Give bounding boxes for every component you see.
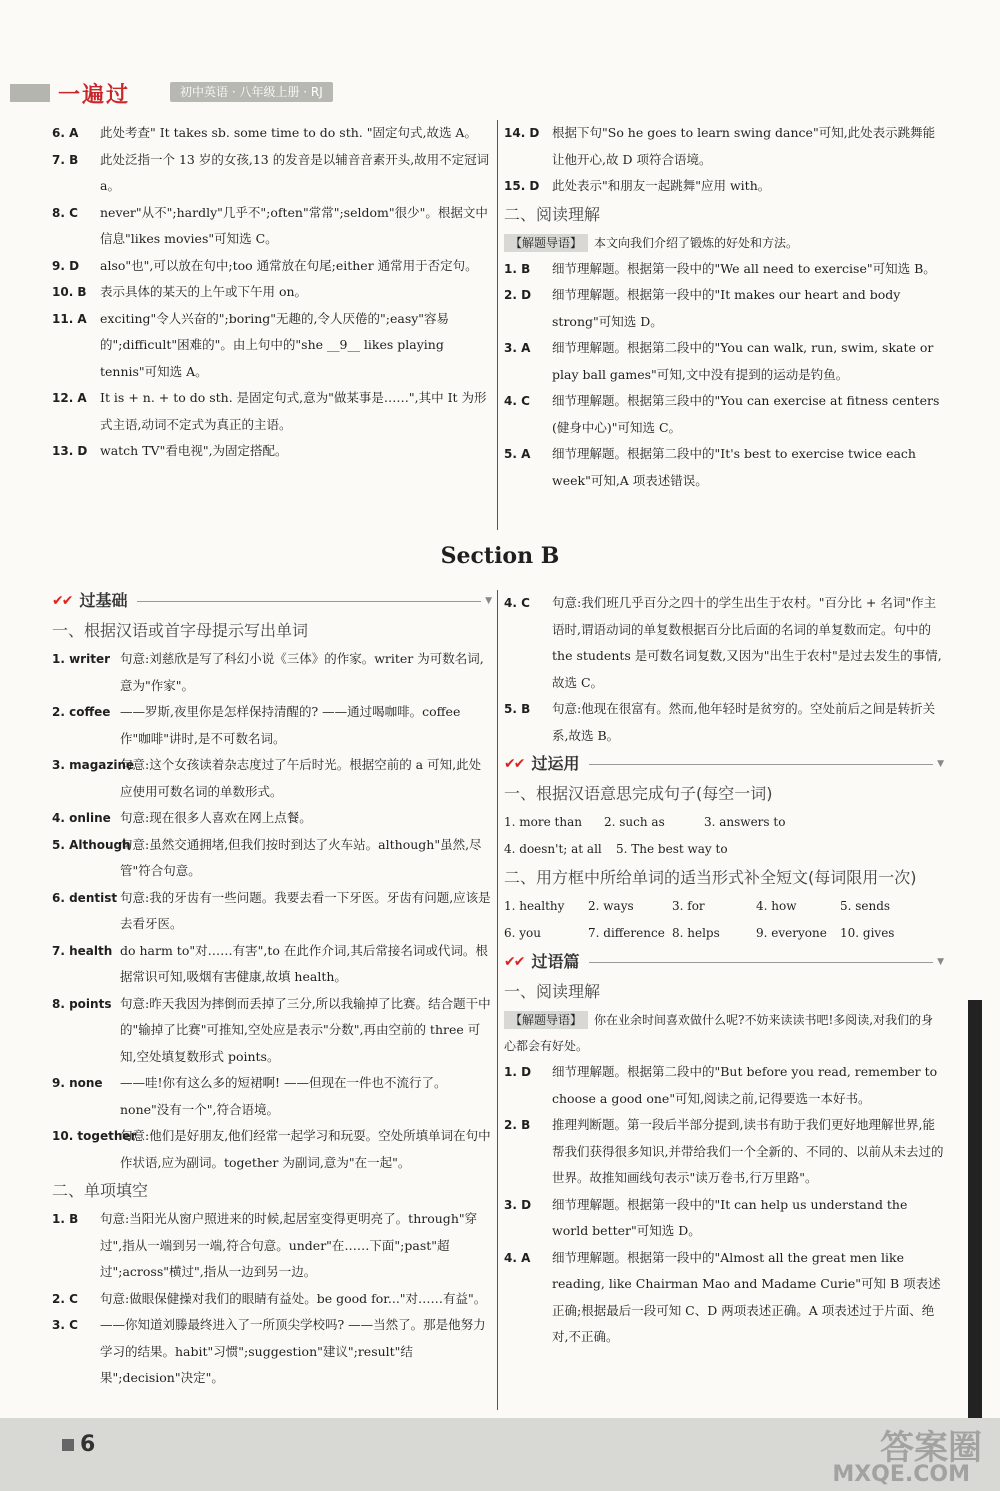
- answer-item: [504, 1245, 944, 1351]
- answer-explanation: 表示具体的某天的上午或下午用 on。: [100, 284, 308, 299]
- answer-word: 7. difference: [588, 926, 665, 940]
- answer-explanation: exciting"令人兴奋的";boring"无趣的,令人厌倦的";easy"容易的";difficult"困难的"。由上句中的"she __9__ likes playing tennis"可知选 A。: [100, 310, 450, 379]
- answer-item: [52, 1312, 492, 1392]
- column-divider: [497, 120, 498, 530]
- page-edge: [968, 1000, 982, 1420]
- answer-explanation: 细节理解题。根据第二段中的"It's best to exercise twice each week"可知,A 项表述错误。: [552, 446, 916, 488]
- answer-row: [504, 809, 944, 836]
- answer-number: 4. C: [504, 394, 530, 408]
- answer-explanation: It is + n. + to do sth. 是固定句式,意为"做某事是……",其中 It 为形式主语,动词不定式为真正的主语。: [100, 390, 487, 432]
- level-mark-icon: ✔✔: [504, 755, 524, 772]
- answer-word: 2. such as: [604, 815, 665, 829]
- answer-item: [52, 1206, 492, 1286]
- answer-word: 8. helps: [672, 926, 720, 940]
- answer-item: [504, 590, 944, 696]
- answer-word: 1. healthy: [504, 899, 565, 913]
- answer-explanation: never"从不";hardly"几乎不";often"常常";seldom"很少"。根据文中信息"likes movies"可知选 C。: [100, 204, 488, 246]
- answer-explanation: 此处表示"和朋友一起跳舞"应用 with。: [552, 178, 771, 193]
- answer-word: 4. how: [756, 899, 797, 913]
- answer-word: 1. more than: [504, 815, 582, 829]
- answer-word: 3. for: [672, 899, 705, 913]
- answer-number: 5. Although: [52, 837, 131, 852]
- answer-item: [52, 1286, 492, 1313]
- answer-row: [504, 836, 944, 863]
- breadcrumb: 初中英语 · 八年级上册 · RJ: [170, 82, 333, 102]
- answer-item: [504, 1112, 944, 1192]
- answer-explanation: 此处泛指一个 13 岁的女孩,13 的发音是以辅音音素开头,故用不定冠词 a。: [100, 151, 490, 193]
- answer-item: [52, 832, 492, 885]
- answer-explanation: 句意:这个女孩读着杂志度过了午后时光。根据空前的 a 可知,此处应使用可数名词的单数形式。: [120, 757, 482, 799]
- answer-item: [504, 335, 944, 388]
- answer-number: 12. A: [52, 391, 87, 405]
- answer-item: [52, 805, 492, 832]
- answer-word: 2. ways: [588, 899, 634, 913]
- answer-number: 14. D: [504, 126, 540, 140]
- subheading-words: 一、根据汉语或首字母提示写出单词: [52, 621, 309, 640]
- bottom-left-column: [52, 586, 492, 1392]
- guide-text: 本文向我们介绍了锻炼的好处和方法。: [594, 235, 799, 250]
- reading-guide-2: [504, 1007, 944, 1059]
- subheading-sentences: 一、根据汉语意思完成句子(每空一词): [504, 784, 773, 803]
- answer-explanation: 推理判断题。第一段后半部分提到,读书有助于我们更好地理解世界,能帮我们获得很多知识,并带给我们一个全新的、不同的、以前从未去过的世界。故推知画线句表示"读万卷书,行万里路"。: [552, 1117, 944, 1185]
- answer-item: [504, 1059, 944, 1112]
- answer-number: 13. D: [52, 444, 88, 458]
- answer-number: 3. magazine: [52, 758, 135, 772]
- watermark: 答案圈: [880, 1428, 982, 1468]
- answer-number: 5. A: [504, 447, 531, 461]
- answer-explanation: watch TV"看电视",为固定搭配。: [100, 443, 288, 458]
- answer-word: 9. everyone: [756, 926, 827, 940]
- answer-number: 8. points: [52, 996, 112, 1011]
- answer-explanation: 句意:他现在很富有。然而,他年轻时是贫穷的。空处前后之间是转折关系,故选 B。: [552, 701, 936, 743]
- answer-explanation: 句意:当阳光从窗户照进来的时候,起居室变得更明亮了。through"穿过",指从一端到另一端,符合句意。under"在……下面";past"超过";across"横过",指从一边到另一边。: [100, 1211, 478, 1279]
- answer-number: 1. D: [504, 1065, 532, 1079]
- answer-number: 11. A: [52, 311, 87, 326]
- answer-item: [52, 200, 492, 253]
- reading-heading: 二、阅读理解: [504, 204, 601, 224]
- answer-item: [52, 147, 492, 200]
- answer-word: 4. doesn't; at all: [504, 842, 602, 856]
- answer-number: 4. A: [504, 1250, 531, 1265]
- answer-number: 3. C: [52, 1318, 78, 1332]
- answer-number: 9. none: [52, 1076, 103, 1090]
- answer-item: [52, 306, 492, 386]
- answer-explanation: 细节理解题。根据第二段中的"But before you read, remember to choose a good one"可知,阅读之前,记得要选一本好书。: [552, 1064, 938, 1106]
- page-header: [0, 78, 1000, 106]
- answer-item: [504, 696, 944, 749]
- reading-guide: [504, 230, 944, 256]
- answer-item: [52, 646, 492, 699]
- answer-number: 10. together: [52, 1129, 137, 1143]
- answer-number: 7. health: [52, 943, 113, 958]
- answer-item: [52, 438, 492, 465]
- answer-explanation: 此处考查" It takes sb. some time to do sth. "固定句式,故选 A。: [100, 125, 477, 140]
- answer-explanation: 细节理解题。根据第一段中的"We all need to exercise"可知选 B。: [552, 260, 936, 276]
- answer-number: 3. A: [504, 341, 531, 355]
- answer-explanation: 细节理解题。根据第三段中的"You can exercise at fitness centers (健身中心)"可知选 C。: [552, 393, 940, 435]
- answer-number: 6. dentist: [52, 890, 118, 905]
- triangle-icon: ▼: [937, 956, 944, 967]
- answer-word: 6. you: [504, 926, 541, 940]
- answer-word: 10. gives: [840, 926, 895, 940]
- answer-item: [504, 441, 944, 494]
- answer-explanation: 句意:刘慈欣是写了科幻小说《三体》的作家。writer 为可数名词,意为"作家"。: [120, 651, 484, 693]
- answer-item: [504, 173, 944, 200]
- answer-item: [504, 282, 944, 335]
- answer-item: [52, 1123, 492, 1176]
- answer-item: [52, 385, 492, 438]
- answer-item: [52, 938, 492, 991]
- answer-item: [52, 991, 492, 1071]
- answer-item: [504, 1192, 944, 1245]
- answer-item: [504, 388, 944, 441]
- answer-explanation: 细节理解题。根据第一段中的"Almost all the great men like reading, like Chairman Mao and Madame Curie"可知 B 项表述正确;根据最后一段可知 C、D 两项表述正确。A 项表述过于片面、绝对,不正确。: [552, 1249, 941, 1344]
- answer-explanation: 句意:现在很多人喜欢在网上点餐。: [120, 810, 312, 825]
- answer-item: [52, 752, 492, 805]
- answer-explanation: 细节理解题。根据第二段中的"You can walk, run, swim, skate or play ball games"可知,文中没有提到的运动是钓鱼。: [552, 340, 934, 382]
- answer-explanation: 细节理解题。根据第一段中的"It makes our heart and body strong"可知选 D。: [552, 287, 901, 329]
- triangle-icon: ▼: [937, 758, 944, 769]
- answer-explanation: 句意:昨天我因为摔倒而丢掉了三分,所以我输掉了比赛。结合题干中的"输掉了比赛"可推知,空处应是表示"分数",再由空前的 three 可知,空处填复数形式 points。: [120, 995, 491, 1064]
- subheading-reading: 一、阅读理解: [504, 982, 601, 1001]
- answer-explanation: 根据下句"So he goes to learn swing dance"可知,此处表示跳舞能让他开心,故 D 项符合语境。: [552, 125, 936, 167]
- answer-number: 7. B: [52, 152, 79, 167]
- answer-number: 2. D: [504, 288, 532, 302]
- brand-logo: 一遍过: [58, 83, 131, 108]
- answer-row: [504, 893, 944, 920]
- answer-number: 6. A: [52, 126, 79, 140]
- level-heading-basic: ✔✔ 过基础 ▼: [52, 586, 492, 616]
- answer-explanation: 句意:做眼保健操对我们的眼睛有益处。be good for..."对……有益"。: [100, 1290, 487, 1306]
- top-left-column: [52, 120, 492, 465]
- answer-item: [504, 120, 944, 173]
- page-number: 6: [62, 1432, 95, 1457]
- answer-item: [52, 120, 492, 147]
- guide-tag: 【解题导语】: [504, 234, 588, 252]
- answer-explanation: also"也",可以放在句中;too 通常放在句尾;either 通常用于否定句。: [100, 257, 478, 273]
- header-bar: [10, 84, 50, 102]
- answer-item: [52, 699, 492, 752]
- answer-number: 2. B: [504, 1118, 531, 1132]
- level-mark-icon: ✔✔: [52, 592, 72, 609]
- answer-item: [52, 885, 492, 938]
- answer-number: 5. B: [504, 702, 531, 716]
- answer-explanation: ——哇!你有这么多的短裙啊! ——但现在一件也不流行了。none"没有一个",符合语境。: [120, 1075, 447, 1117]
- level-heading-text: ✔✔ 过语篇 ▼: [504, 947, 944, 977]
- answer-number: 4. online: [52, 811, 111, 825]
- answer-explanation: do harm to"对……有害",to 在此作介词,其后常接名词或代词。根据常识可知,吸烟有害健康,故填 health。: [120, 942, 488, 984]
- answer-item: [504, 256, 944, 283]
- answer-number: 8. C: [52, 205, 78, 220]
- answer-explanation: 句意:我们班几乎百分之四十的学生出生于农村。"百分比 + 名词"作主语时,谓语动词的单复数根据百分比后面的名词的单复数而定。句中的 the students 是可数名词复数,又因为"出生于农村"是过去发生的事情,故选 C。: [552, 595, 942, 690]
- subheading-choice: 二、单项填空: [52, 1181, 149, 1200]
- answer-number: 1. writer: [52, 652, 110, 666]
- answer-number: 9. D: [52, 258, 80, 273]
- answer-explanation: 细节理解题。根据第一段中的"It can help us understand the world better"可知选 D。: [552, 1196, 908, 1238]
- answer-number: 4. C: [504, 596, 530, 610]
- answer-item: [52, 1070, 492, 1123]
- answer-explanation: ——你知道刘滕最终进入了一所顶尖学校吗? ——当然了。那是他努力学习的结果。habit"习惯";suggestion"建议";result"结果";decision"决定"。: [100, 1317, 486, 1385]
- answer-row: [504, 920, 944, 947]
- answer-explanation: 句意:我的牙齿有一些问题。我要去看一下牙医。牙齿有问题,应该是去看牙医。: [120, 889, 491, 931]
- answer-explanation: ——罗斯,夜里你是怎样保持清醒的? ——通过喝咖啡。coffee 作"咖啡"讲时,是不可数名词。: [120, 704, 461, 746]
- answer-item: [52, 279, 492, 306]
- top-right-column: [504, 120, 944, 494]
- answer-item: [52, 253, 492, 280]
- triangle-icon: ▼: [485, 595, 492, 606]
- answer-number: 2. coffee: [52, 705, 111, 719]
- answer-word: 5. sends: [840, 899, 891, 913]
- bottom-right-column: [504, 590, 944, 1351]
- answer-explanation: 句意:他们是好朋友,他们经常一起学习和玩耍。空处所填单词在句中作状语,应为副词。together 为副词,意为"在一起"。: [120, 1128, 491, 1170]
- watermark-url: MXQE.COM: [832, 1462, 970, 1487]
- answer-number: 10. B: [52, 285, 87, 299]
- guide-text: 你在业余时间喜欢做什么呢?不妨来读读书吧!多阅读,对我们的身心都会有好处。: [504, 1013, 934, 1053]
- level-mark-icon: ✔✔: [504, 953, 524, 970]
- answer-number: 3. D: [504, 1197, 532, 1212]
- answer-number: 2. C: [52, 1291, 78, 1306]
- column-divider-2: [497, 590, 498, 1410]
- answer-word: 5. The best way to: [616, 842, 728, 856]
- answer-number: 1. B: [504, 261, 531, 276]
- guide-tag: 【解题导语】: [504, 1011, 588, 1029]
- answer-number: 1. B: [52, 1212, 79, 1226]
- level-heading-apply: ✔✔ 过运用 ▼: [504, 749, 944, 779]
- answer-explanation: 句意:虽然交通拥堵,但我们按时到达了火车站。although"虽然,尽管"符合句意。: [120, 836, 482, 878]
- answer-word: 3. answers to: [704, 815, 786, 829]
- answer-number: 15. D: [504, 179, 540, 193]
- subheading-passage: 二、用方框中所给单词的适当形式补全短文(每词限用一次): [504, 868, 917, 887]
- section-title: Section B: [440, 543, 560, 569]
